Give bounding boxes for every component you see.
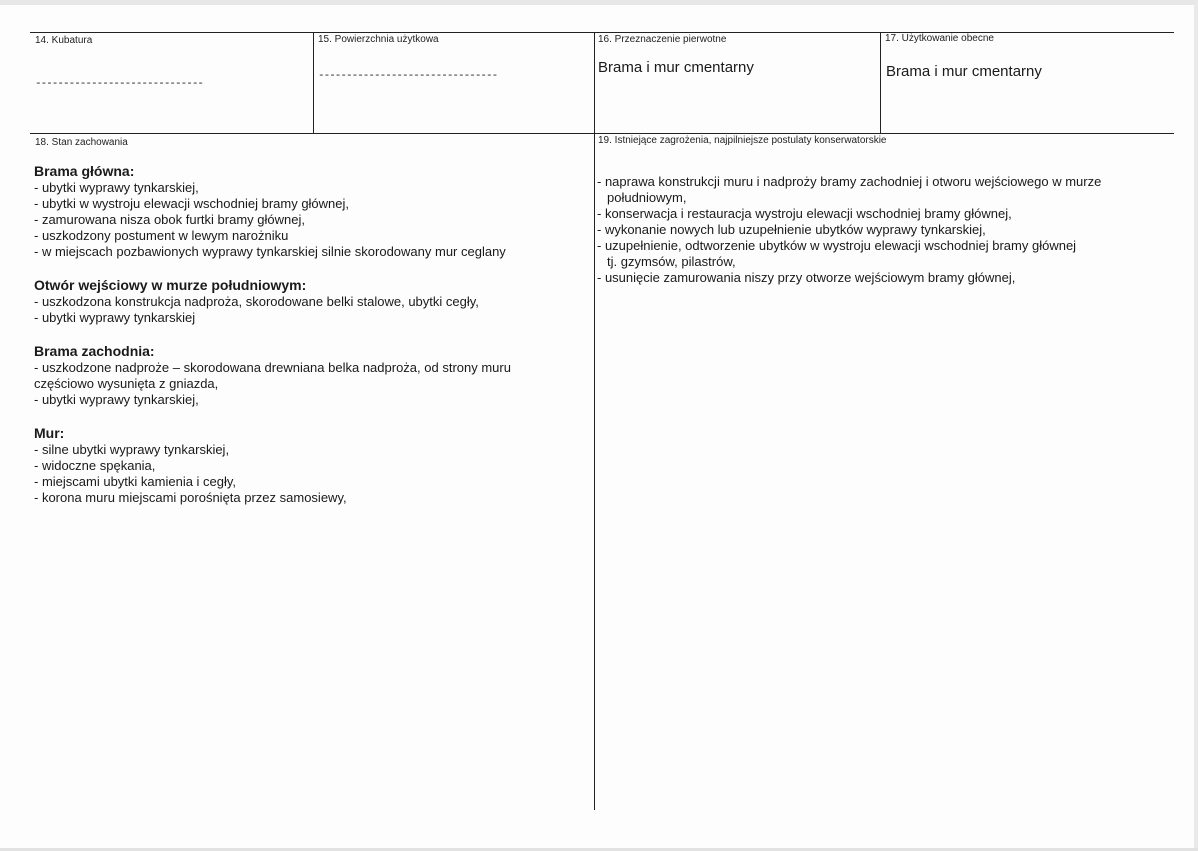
list-item: - miejscami ubytki kamienia i cegły, [34, 474, 237, 489]
section-heading: Otwór wejściowy w murze południowym: [34, 277, 307, 293]
przeznaczenie-value: Brama i mur cmentarny [598, 59, 754, 76]
kubatura-label: 14. Kubatura [35, 35, 93, 46]
col-divider-16-17 [880, 32, 881, 133]
top-border [30, 32, 1174, 33]
list-item: częściowo wysunięta z gniazda, [34, 376, 219, 391]
list-item: - naprawa konstrukcji muru i nadproży bramy zachodniej i otworu wejściowego w murze [597, 174, 1102, 189]
col-divider-14-15 [313, 32, 314, 133]
kubatura-value: ------------------------------ [35, 78, 204, 90]
list-item: - widoczne spękania, [34, 458, 156, 473]
scan-edge-right [1194, 0, 1198, 851]
list-item: - usunięcie zamurowania niszy przy otworze wejściowym bramy głównej, [597, 270, 1016, 285]
section-heading: Brama zachodnia: [34, 343, 155, 359]
list-item: - silne ubytki wyprawy tynkarskiej, [34, 442, 230, 457]
list-item: - uszkodzona konstrukcja nadproża, skorodowane belki stalowe, ubytki cegły, [34, 294, 479, 309]
section-brama-glowna [34, 163, 589, 260]
section-mur [34, 425, 589, 506]
col-divider-main [594, 32, 595, 810]
zagrozenia-label: 19. Istniejące zagrożenia, najpilniejsze postulaty konserwatorskie [598, 135, 887, 146]
section-heading: Mur: [34, 425, 65, 441]
list-item: tj. gzymsów, pilastrów, [607, 254, 736, 269]
list-item: - uszkodzone nadproże – skorodowana drewniana belka nadproża, od strony muru [34, 360, 511, 375]
list-item: - ubytki wyprawy tynkarskiej, [34, 392, 199, 407]
list-item: - wykonanie nowych lub uzupełnienie ubytków wyprawy tynkarskiej, [597, 222, 986, 237]
list-item: południowym, [607, 190, 687, 205]
stan-content [34, 163, 589, 523]
uzytkowanie-value: Brama i mur cmentarny [886, 63, 1042, 80]
list-item: - zamurowana nisza obok furtki bramy głównej, [34, 212, 305, 227]
powierzchnia-label: 15. Powierzchnia użytkowa [318, 34, 439, 45]
list-item: - w miejscach pozbawionych wyprawy tynkarskiej silnie skorodowany mur ceglany [34, 244, 506, 259]
section-otwor-wejsciowy [34, 277, 589, 326]
list-item: - uszkodzony postument w lewym narożniku [34, 228, 289, 243]
list-item: - ubytki w wystroju elewacji wschodniej bramy głównej, [34, 196, 350, 211]
list-item: - ubytki wyprawy tynkarskiej [34, 310, 196, 325]
powierzchnia-value: -------------------------------- [318, 70, 498, 82]
list-item: - korona muru miejscami porośnięta przez samosiewy, [34, 490, 347, 505]
przeznaczenie-label: 16. Przeznaczenie pierwotne [598, 34, 727, 45]
uzytkowanie-label: 17. Użytkowanie obecne [885, 33, 994, 44]
list-item: - ubytki wyprawy tynkarskiej, [34, 180, 199, 195]
zagrozenia-content [597, 174, 1167, 286]
scan-edge-top [0, 0, 1198, 5]
section-brama-zachodnia [34, 343, 589, 408]
stan-label: 18. Stan zachowania [35, 137, 128, 148]
section-heading: Brama główna: [34, 163, 135, 179]
row-divider [30, 133, 1174, 134]
list-item: - konserwacja i restauracja wystroju elewacji wschodniej bramy głównej, [597, 206, 1012, 221]
list-item: - uzupełnienie, odtworzenie ubytków w wystroju elewacji wschodniej bramy głównej [597, 238, 1077, 253]
